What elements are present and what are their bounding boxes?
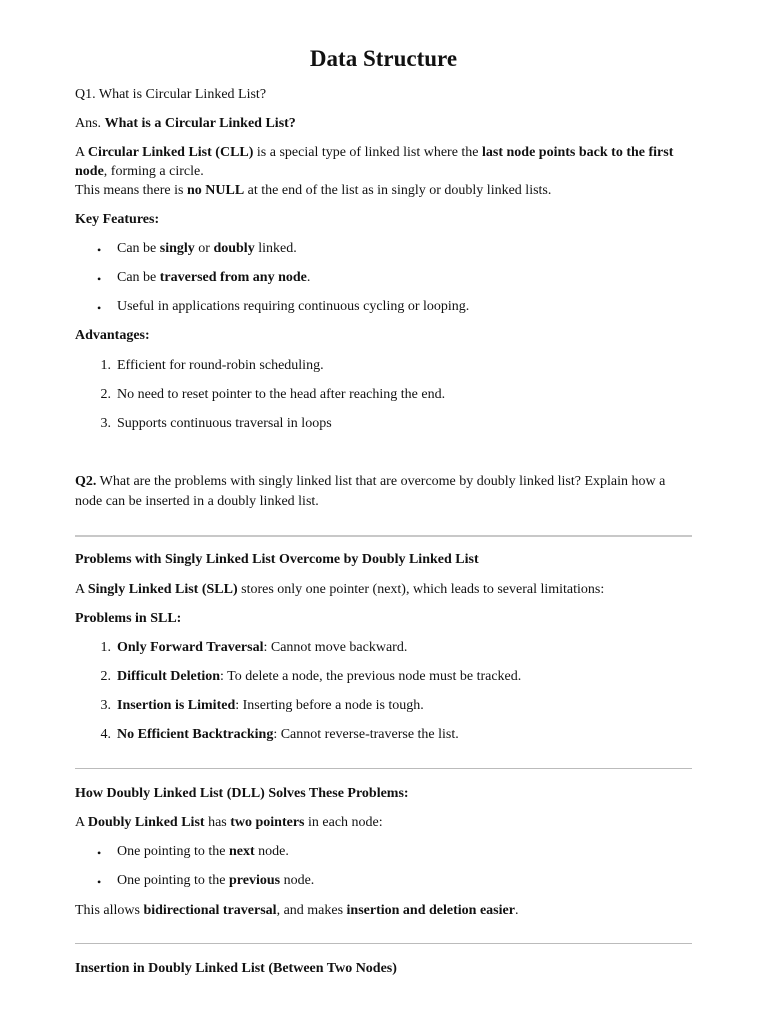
- dll-intro-text: A Doubly Linked List has two pointers in each node:: [75, 815, 383, 830]
- page-title: Data Structure: [309, 46, 458, 71]
- dll-summary-text: This allows bidirectional traversal, and makes insertion and deletion easier.: [75, 903, 519, 918]
- q1-answer-heading: Ans. What is a Circular Linked List?: [75, 116, 296, 131]
- section-divider: [75, 535, 692, 537]
- sll-intro-text: A Singly Linked List (SLL) stores only one pointer (next), which leads to several limitations:: [75, 582, 605, 597]
- advantage-item-1: Efficient for round-robin scheduling.: [117, 358, 324, 373]
- dll-pointer-item-2: One pointing to the previous node.: [117, 873, 315, 888]
- dll-pointer-item-1: One pointing to the next node.: [117, 844, 289, 859]
- problem-item-4: No Efficient Backtracking: Cannot reverse-traverse the list.: [117, 727, 459, 742]
- section3-heading: Insertion in Doubly Linked List (Between Two Nodes): [75, 961, 397, 976]
- section-divider: [75, 943, 692, 944]
- q1-question: Q1. What is Circular Linked List?: [75, 87, 267, 102]
- feature-item-3: Useful in applications requiring continuous cycling or looping.: [117, 299, 470, 314]
- key-features-heading: Key Features:: [75, 212, 160, 227]
- feature-item-1: Can be singly or doubly linked.: [117, 241, 297, 256]
- problem-item-2: Difficult Deletion: To delete a node, the previous node must be tracked.: [117, 669, 522, 684]
- bullet-icon: •: [97, 301, 102, 315]
- list-number: 2.: [100, 387, 111, 402]
- section1-heading: Problems with Singly Linked List Overcome by Doubly Linked List: [75, 552, 479, 567]
- list-number: 4.: [100, 727, 111, 742]
- bullet-icon: •: [97, 846, 102, 860]
- section2-heading: How Doubly Linked List (DLL) Solves These Problems:: [75, 786, 409, 801]
- advantage-item-3: Supports continuous traversal in loops: [117, 416, 332, 431]
- list-number: 2.: [100, 669, 111, 684]
- advantages-heading: Advantages:: [75, 328, 150, 343]
- problem-item-3: Insertion is Limited: Inserting before a node is tough.: [117, 698, 424, 713]
- q2-question-line1: Q2. What are the problems with singly linked list that are overcome by doubly linked list? Explain how a: [75, 474, 666, 489]
- q2-question-line2: node can be inserted in a doubly linked list.: [75, 494, 319, 509]
- advantage-item-2: No need to reset pointer to the head after reaching the end.: [117, 387, 446, 402]
- bullet-icon: •: [97, 243, 102, 257]
- section-divider: [75, 768, 692, 769]
- list-number: 1.: [100, 358, 111, 373]
- cll-no-null-text: This means there is no NULL at the end of the list as in singly or doubly linked lists.: [75, 183, 552, 198]
- problems-heading: Problems in SLL:: [75, 611, 182, 626]
- problem-item-1: Only Forward Traversal: Cannot move backward.: [117, 640, 408, 655]
- bullet-icon: •: [97, 875, 102, 889]
- bullet-icon: •: [97, 272, 102, 286]
- feature-item-2: Can be traversed from any node.: [117, 270, 311, 285]
- list-number: 1.: [100, 640, 111, 655]
- list-number: 3.: [100, 416, 111, 431]
- cll-definition-line2: node, forming a circle.: [75, 164, 204, 179]
- list-number: 3.: [100, 698, 111, 713]
- cll-definition-line1: A Circular Linked List (CLL) is a special type of linked list where the last node points back to the first: [75, 145, 674, 160]
